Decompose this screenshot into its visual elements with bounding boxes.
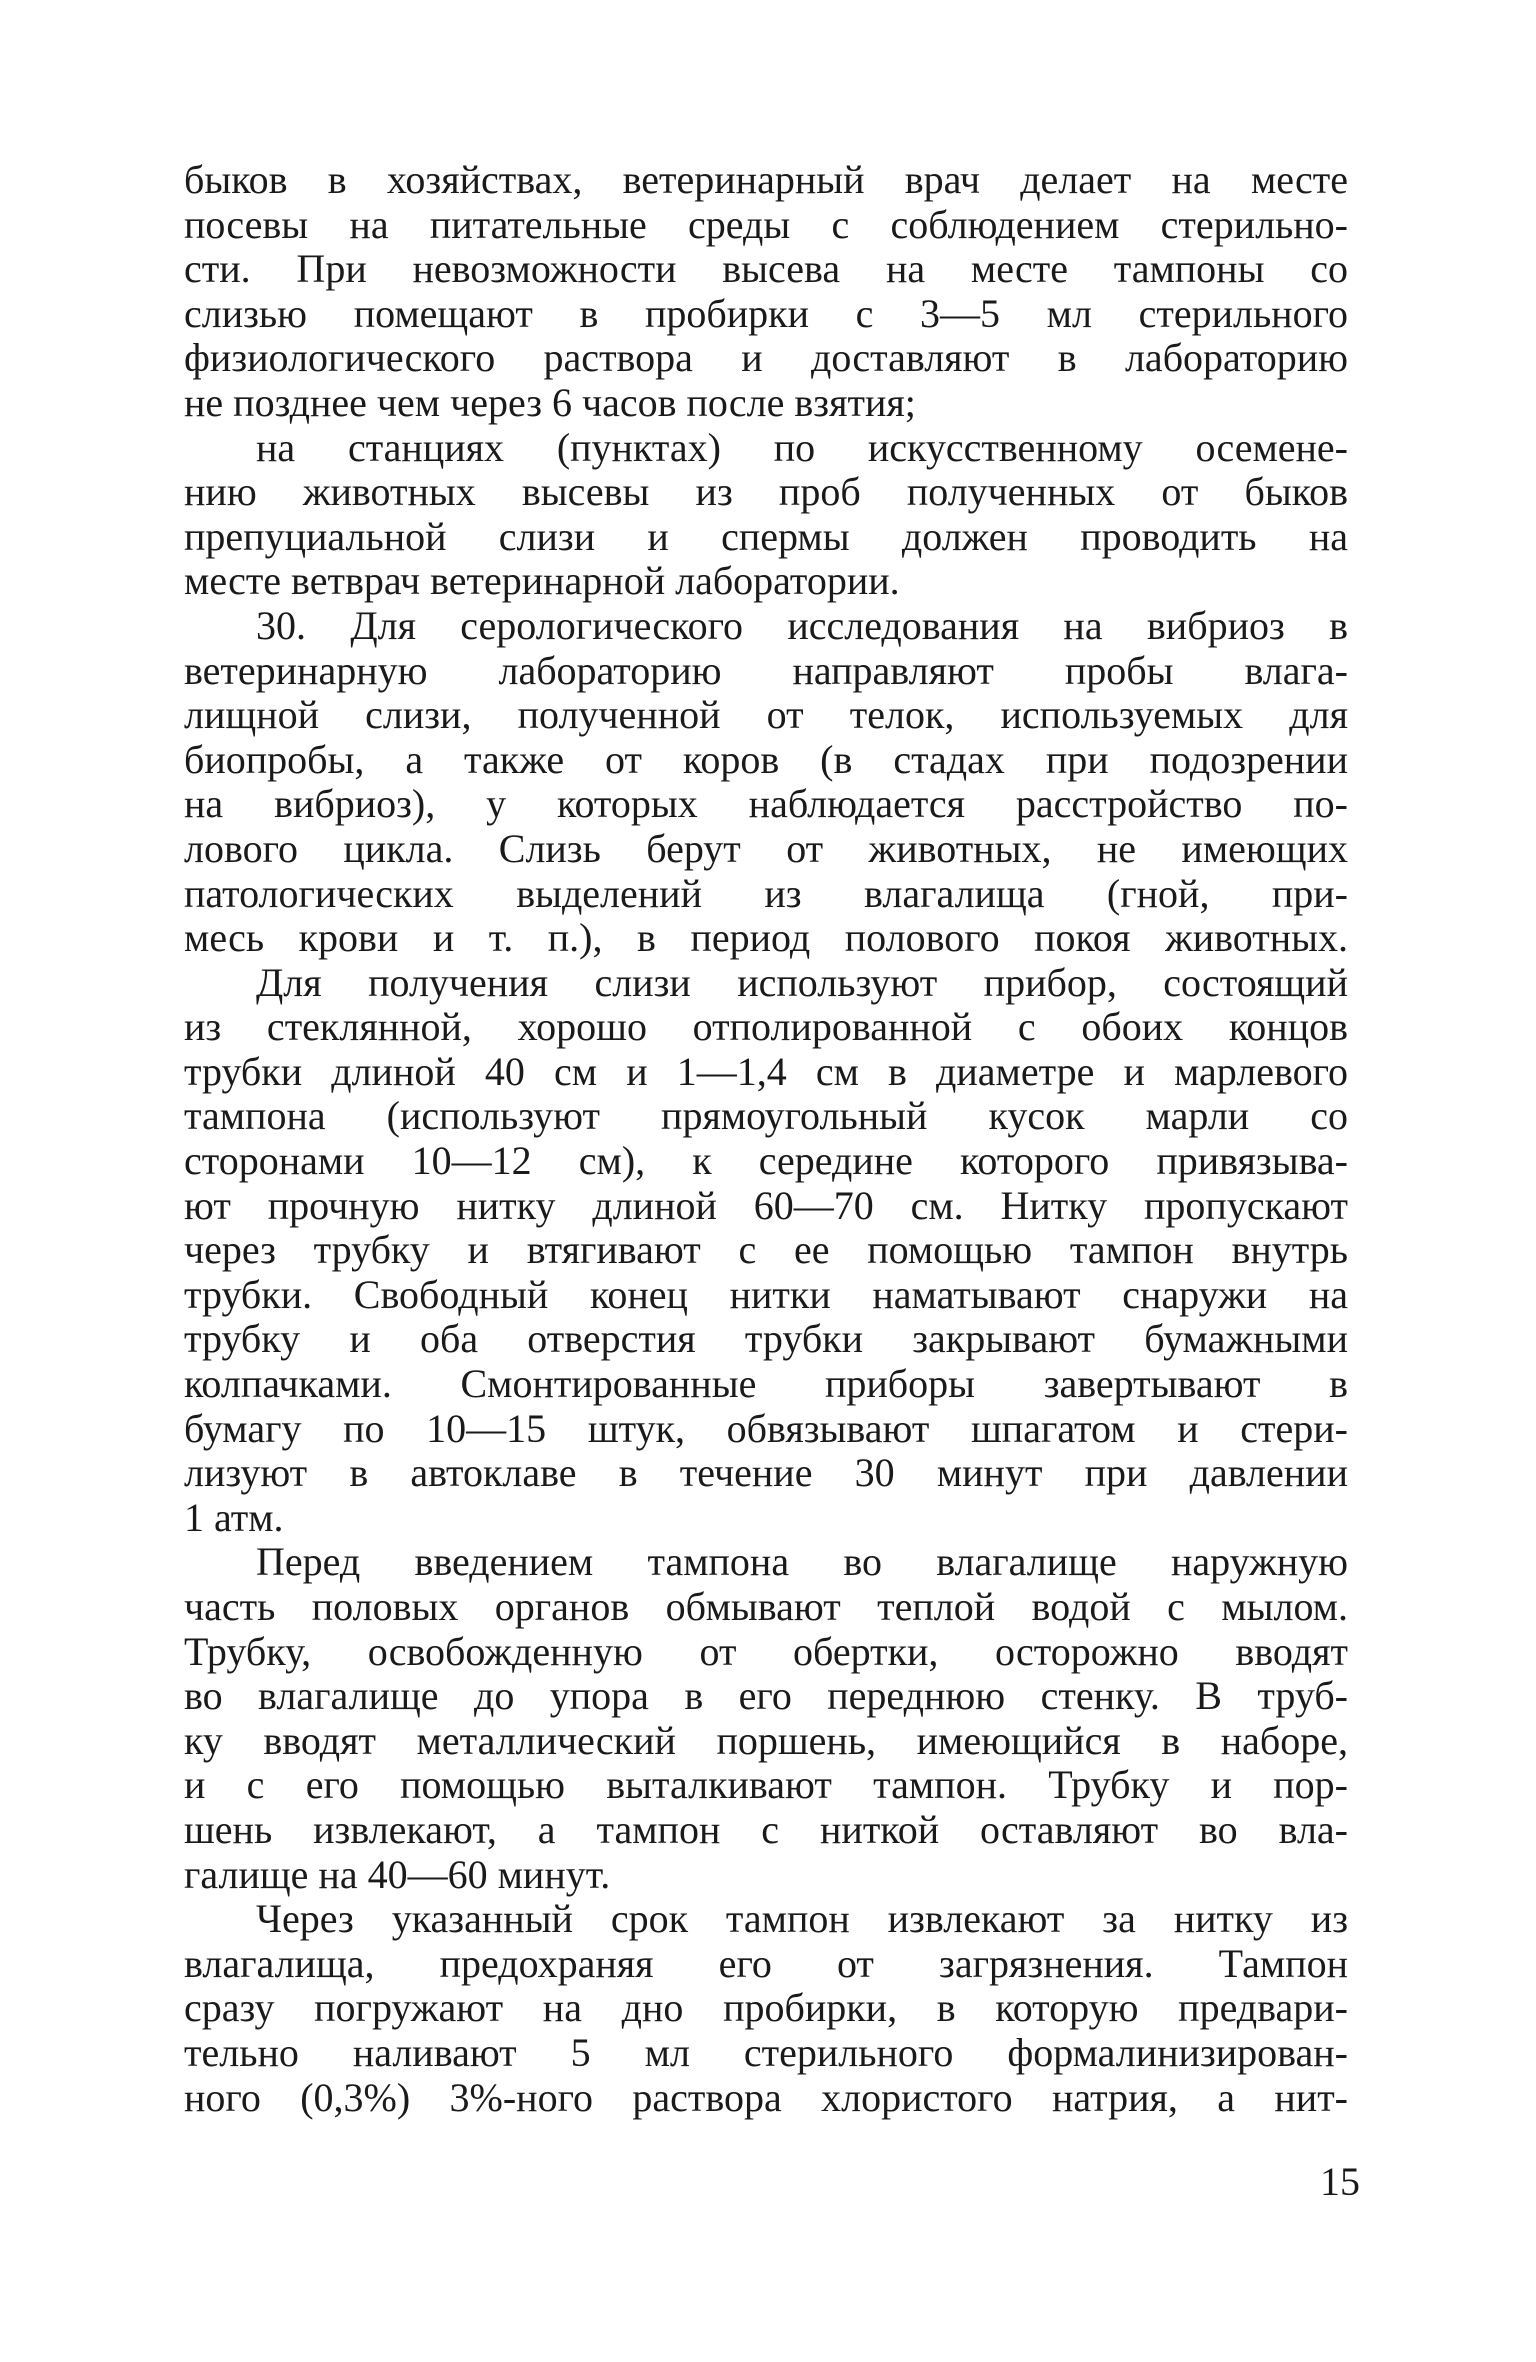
- text-line: Перед введением тампона во влагалище наружную: [256, 1539, 1348, 1585]
- text-line: физиологического раствора и доставляют в лабораторию: [184, 335, 1348, 381]
- text-line: быков в хозяйствах, ветеринарный врач делает на месте: [184, 157, 1348, 202]
- text-line: из стеклянной, хорошо отполированной с обоих концов: [184, 1004, 1348, 1050]
- text-line: колпачками. Смонтированные приборы завертывают в: [184, 1361, 1348, 1407]
- text-line: через трубку и втягивают с ее помощью тампон внутрь: [184, 1227, 1348, 1273]
- text-line: ного (0,3%) 3%-ного раствора хлористого натрия, а нит-: [184, 2074, 1348, 2120]
- text-line: месь крови и т. п.), в период полового покоя животных.: [184, 915, 1348, 961]
- text-line: 1 атм.: [184, 1494, 284, 1540]
- text-line: бумагу по 10—15 штук, обвязывают шпагатом и стери-: [184, 1405, 1348, 1451]
- text-line: сразу погружают на дно пробирки, в которую предвари-: [184, 1985, 1348, 2031]
- text-line: на вибриоз), у которых наблюдается расстройство по-: [184, 781, 1348, 827]
- text-line: 30. Для серологического исследования на вибриоз в: [256, 602, 1348, 648]
- text-line: шень извлекают, а тампон с ниткой оставляют во вла-: [184, 1806, 1348, 1852]
- paragraph-3: [184, 604, 1348, 961]
- text-line: Трубку, освобожденную от обертки, осторожно вводят: [184, 1628, 1348, 1674]
- text-line: Через указанный срок тампон извлекают за нитку из: [256, 1896, 1348, 1942]
- text-line: ку вводят металлический поршень, имеющийся в наборе,: [184, 1717, 1348, 1763]
- paragraph-2: [184, 426, 1348, 604]
- text-line: тельно наливают 5 мл стерильного формалинизирован-: [184, 2029, 1348, 2075]
- text-line: препуциальной слизи и спермы должен проводить на: [184, 513, 1348, 559]
- text-line: трубку и оба отверстия трубки закрывают бумажными: [184, 1316, 1348, 1362]
- page-text: [184, 158, 1348, 2120]
- text-line: сторонами 10—12 см), к середине которого привязыва-: [184, 1138, 1348, 1184]
- text-line: биопробы, а также от коров (в стадах при подозрении: [184, 736, 1348, 782]
- text-line: посевы на питательные среды с соблюдением стерильно-: [184, 201, 1348, 247]
- text-line: влагалища, предохраняя его от загрязнения. Тампон: [184, 1940, 1348, 1986]
- paragraph-1: [184, 158, 1348, 426]
- text-line: трубки. Свободный конец нитки наматывают снаружи на: [184, 1271, 1348, 1317]
- text-line: ветеринарную лабораторию направляют пробы влага-: [184, 647, 1348, 693]
- text-line: галище на 40—60 минут.: [184, 1851, 611, 1897]
- text-line: Для получения слизи используют прибор, состоящий: [256, 959, 1348, 1005]
- paragraph-6: [184, 1897, 1348, 2120]
- text-line: во влагалище до упора в его переднюю стенку. В труб-: [184, 1673, 1348, 1719]
- text-line: лизуют в автоклаве в течение 30 минут при давлении: [184, 1450, 1348, 1496]
- text-line: лового цикла. Слизь берут от животных, не имеющих: [184, 825, 1348, 871]
- paragraph-5: [184, 1540, 1348, 1897]
- text-line: тампона (используют прямоугольный кусок марли со: [184, 1093, 1348, 1139]
- text-line: ют прочную нитку длиной 60—70 см. Нитку пропускают: [184, 1182, 1348, 1228]
- text-line: не позднее чем через 6 часов после взятия;: [184, 379, 916, 425]
- text-line: часть половых органов обмывают теплой водой с мылом.: [184, 1584, 1348, 1629]
- text-line: слизью помещают в пробирки с 3—5 мл стерильного: [184, 290, 1348, 336]
- text-line: и с его помощью выталкивают тампон. Трубку и пор-: [184, 1762, 1348, 1808]
- paragraph-4: [184, 961, 1348, 1541]
- text-line: месте ветврач ветеринарной лаборатории.: [184, 558, 900, 604]
- page-number: 15: [1320, 2159, 1360, 2204]
- text-line: нию животных высевы из проб полученных от быков: [184, 469, 1348, 515]
- text-line: патологических выделений из влагалища (гной, при-: [184, 870, 1348, 916]
- text-line: на станциях (пунктах) по искусственному осемене-: [256, 424, 1348, 470]
- text-line: лищной слизи, полученной от телок, используемых для: [184, 692, 1348, 738]
- text-line: трубки длиной 40 см и 1—1,4 см в диаметре и марлевого: [184, 1048, 1348, 1094]
- text-line: сти. При невозможности высева на месте тампоны со: [184, 246, 1348, 292]
